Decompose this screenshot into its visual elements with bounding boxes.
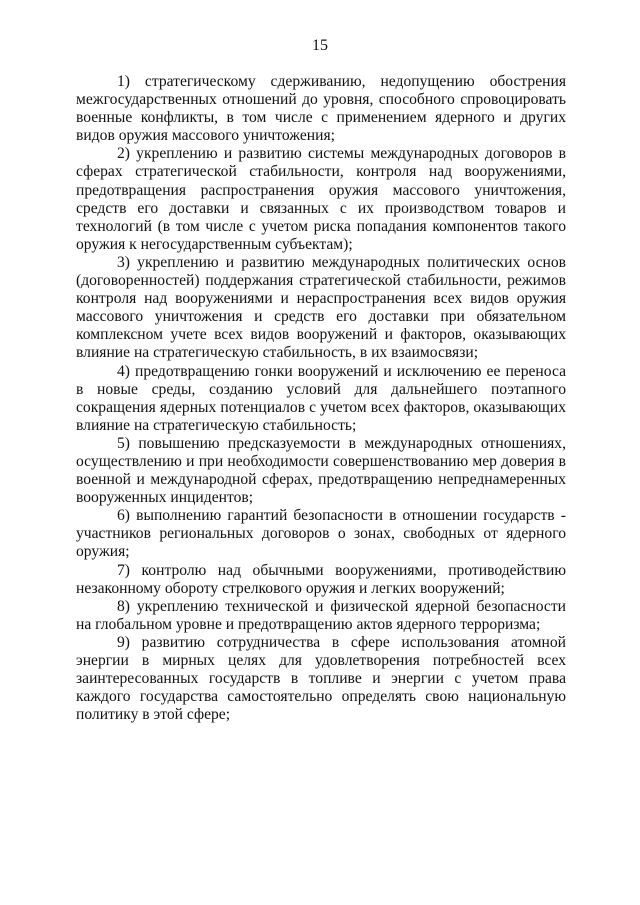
list-item: 6) выполнению гарантий безопасности в отношении государств - участников региональных договоров о зонах, свободных от ядерного оружия;	[76, 507, 566, 561]
list-item: 3) укреплению и развитию международных политических основ (договоренностей) поддержания стратегической стабильности, режимов контроля над вооружениями и нераспространения всех видов оружия массового уничтожения и средств его доставки при обязательном комплексном учете всех видов вооружений и факторов, оказывающих влияние на стратегическую стабильность, в их взаимосвязи;	[76, 253, 566, 362]
document-body	[76, 73, 566, 724]
list-item: 2) укреплению и развитию системы международных договоров в сферах стратегической стабильности, контроля над вооружениями, предотвращения распространения оружия массового уничтожения, средств его доставки и связанных с их производством товаров и технологий (в том числе с учетом риска попадания компонентов такого оружия к негосударственным субъектам);	[76, 145, 566, 253]
list-item: 1) стратегическому сдерживанию, недопущению обострения межгосударственных отношений до уровня, способного спровоцировать военные конфликты, в том числе с применением ядерного и других видов оружия массового уничтожения;	[76, 73, 566, 145]
list-item: 7) контролю над обычными вооружениями, противодействию незаконному обороту стрелкового оружия и легких вооружений;	[76, 561, 566, 597]
page-number: 15	[312, 37, 328, 54]
list-item: 4) предотвращению гонки вооружений и исключению ее переноса в новые среды, созданию условий для дальнейшего поэтапного сокращения ядерных потенциалов с учетом всех факторов, оказывающих влияние на стратегическую стабильность;	[76, 362, 566, 434]
list-item: 5) повышению предсказуемости в международных отношениях, осуществлению и при необходимости совершенствованию мер доверия в военной и международной сферах, предотвращению непреднамеренных вооруженных инцидентов;	[76, 434, 566, 507]
list-item: 9) развитию сотрудничества в сфере использования атомной энергии в мирных целях для удовлетворения потребностей всех заинтересованных государств в топливе и энергии с учетом права каждого государства самостоятельно определять свою национальную политику в этой сфере;	[76, 633, 566, 724]
list-item: 8) укреплению технической и физической ядерной безопасности на глобальном уровне и предотвращению актов ядерного терроризма;	[76, 597, 566, 633]
